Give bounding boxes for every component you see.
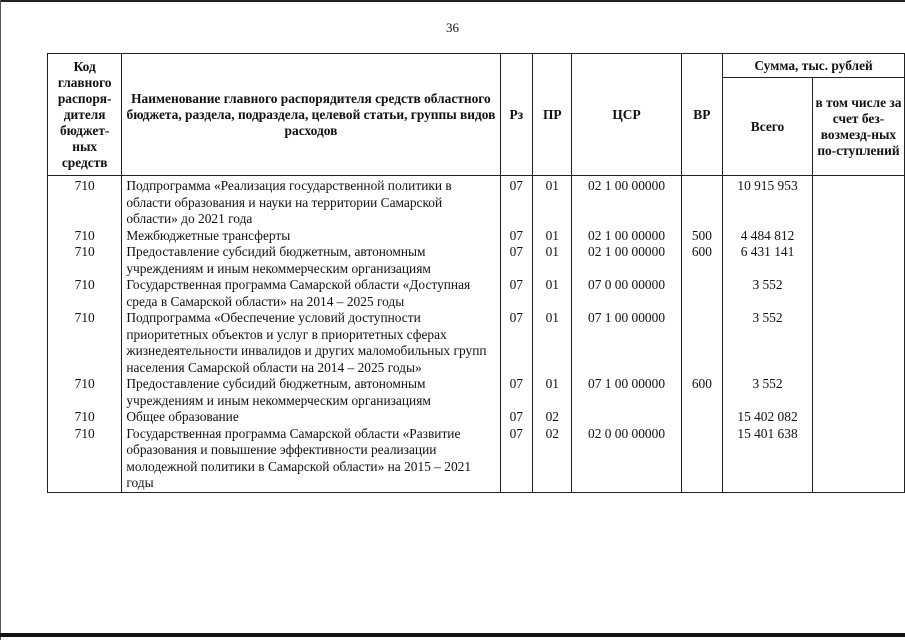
table-row <box>48 176 905 228</box>
header-sum: Сумма, тыс. рублей <box>723 54 905 78</box>
row-rz: 07 <box>500 277 533 310</box>
row-total: 3 552 <box>723 277 813 310</box>
row-total: 3 552 <box>723 310 813 376</box>
table-row <box>48 310 905 376</box>
row-code: 710 <box>48 176 122 228</box>
row-free <box>812 176 904 228</box>
row-rz: 07 <box>500 244 533 277</box>
row-total: 15 402 082 <box>723 409 813 426</box>
row-pr: 02 <box>533 426 572 493</box>
row-vr <box>681 277 722 310</box>
row-rz: 07 <box>500 310 533 376</box>
row-rz: 07 <box>500 176 533 228</box>
row-csr <box>572 409 681 426</box>
header-csr: ЦСР <box>572 54 681 176</box>
row-free <box>812 310 904 376</box>
row-code: 710 <box>48 244 122 277</box>
table-row <box>48 244 905 277</box>
row-vr <box>681 176 722 228</box>
row-free <box>812 426 904 493</box>
row-name: Государственная программа Самарской области «Развитие образования и повышение эффективности реализации молодежной политики в Самарской области» на 2015 – 2021 годы <box>122 426 500 493</box>
row-total: 15 401 638 <box>723 426 813 493</box>
header-vr: ВР <box>681 54 722 176</box>
row-code: 710 <box>48 228 122 245</box>
row-total: 6 431 141 <box>723 244 813 277</box>
row-vr <box>681 409 722 426</box>
row-pr: 02 <box>533 409 572 426</box>
row-csr: 02 1 00 00000 <box>572 176 681 228</box>
row-free <box>812 277 904 310</box>
row-name: Межбюджетные трансферты <box>122 228 500 245</box>
table-row <box>48 228 905 245</box>
header-free: в том числе за счет без-возмезд-ных по-ступлений <box>812 78 904 176</box>
row-total: 10 915 953 <box>723 176 813 228</box>
row-code: 710 <box>48 426 122 493</box>
row-pr: 01 <box>533 376 572 409</box>
row-vr: 600 <box>681 376 722 409</box>
row-name: Государственная программа Самарской области «Доступная среда в Самарской области» на 2014 – 2025 годы <box>122 277 500 310</box>
header-pr: ПР <box>533 54 572 176</box>
row-pr: 01 <box>533 277 572 310</box>
row-csr: 02 1 00 00000 <box>572 244 681 277</box>
row-free <box>812 376 904 409</box>
table-row <box>48 376 905 409</box>
row-code: 710 <box>48 277 122 310</box>
row-csr: 07 1 00 00000 <box>572 310 681 376</box>
row-pr: 01 <box>533 310 572 376</box>
row-vr: 500 <box>681 228 722 245</box>
row-csr: 02 0 00 00000 <box>572 426 681 493</box>
row-total: 3 552 <box>723 376 813 409</box>
header-name: Наименование главного распорядителя средств областного бюджета, раздела, подраздела, целевой статьи, группы видов расходов <box>122 54 500 176</box>
row-rz: 07 <box>500 409 533 426</box>
row-rz: 07 <box>500 426 533 493</box>
row-free <box>812 244 904 277</box>
row-total: 4 484 812 <box>723 228 813 245</box>
row-vr: 600 <box>681 244 722 277</box>
row-code: 710 <box>48 376 122 409</box>
row-csr: 07 1 00 00000 <box>572 376 681 409</box>
row-vr <box>681 310 722 376</box>
page-bottom-edge <box>0 633 905 637</box>
row-pr: 01 <box>533 176 572 228</box>
row-name: Подпрограмма «Обеспечение условий доступности приоритетных объектов и услуг в приоритетных сферах жизнедеятельности инвалидов и других маломобильных групп населения Самарской области на 2014 – 2025 годы» <box>122 310 500 376</box>
table-row <box>48 426 905 493</box>
page-top-edge <box>0 0 905 2</box>
row-csr: 02 1 00 00000 <box>572 228 681 245</box>
table-row <box>48 409 905 426</box>
header-code: Код главного распоря-дителя бюджет-ных средств <box>48 54 122 176</box>
row-csr: 07 0 00 00000 <box>572 277 681 310</box>
row-name: Предоставление субсидий бюджетным, автономным учреждениям и иным некоммерческим организациям <box>122 244 500 277</box>
budget-table <box>47 53 905 493</box>
row-name: Общее образование <box>122 409 500 426</box>
row-code: 710 <box>48 409 122 426</box>
page-left-edge <box>0 0 1 640</box>
row-free <box>812 409 904 426</box>
row-free <box>812 228 904 245</box>
row-pr: 01 <box>533 244 572 277</box>
row-pr: 01 <box>533 228 572 245</box>
page-number: 36 <box>446 20 459 35</box>
header-total: Всего <box>723 78 813 176</box>
row-rz: 07 <box>500 376 533 409</box>
header-rz: Рз <box>500 54 533 176</box>
row-vr <box>681 426 722 493</box>
row-code: 710 <box>48 310 122 376</box>
row-rz: 07 <box>500 228 533 245</box>
row-name: Предоставление субсидий бюджетным, автономным учреждениям и иным некоммерческим организациям <box>122 376 500 409</box>
table-row <box>48 277 905 310</box>
row-name: Подпрограмма «Реализация государственной политики в области образования и науки на территории Самарской области» до 2021 года <box>122 176 500 228</box>
